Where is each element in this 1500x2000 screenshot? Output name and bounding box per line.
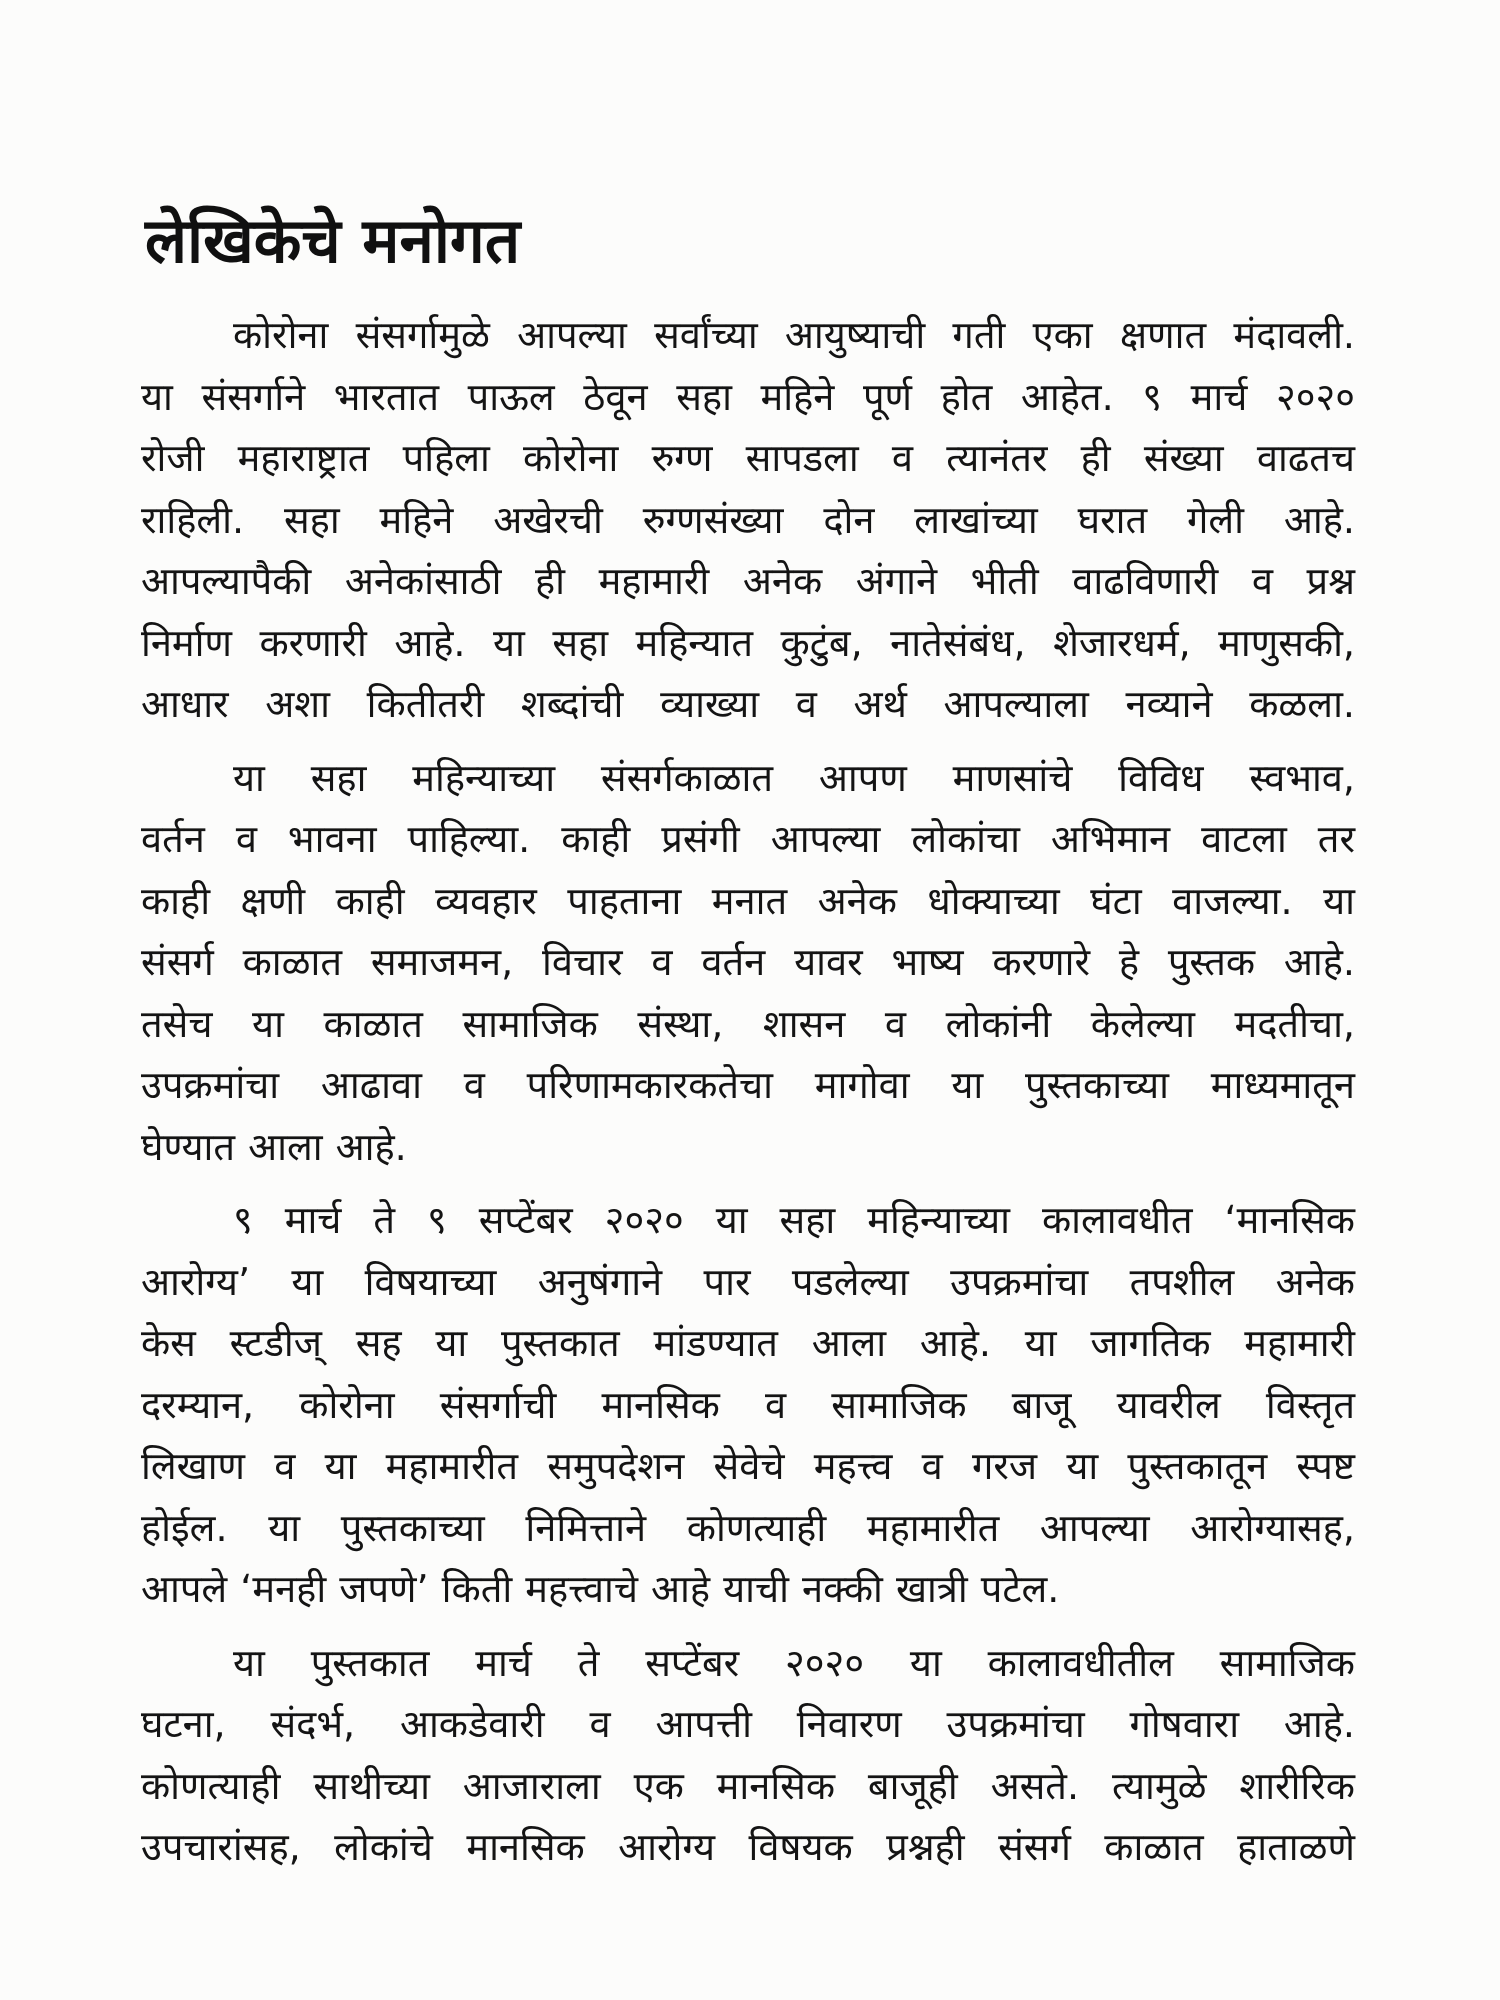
body-line: उपक्रमांचा आढावा व परिणामकारकतेचा मागोवा या पुस्तकाच्या माध्यमातून xyxy=(141,1063,1355,1107)
body-line: घेण्यात आला आहे. xyxy=(141,1124,407,1169)
paragraph-1 xyxy=(141,305,1355,736)
paragraph-2 xyxy=(141,748,1355,1179)
page-title: लेखिकेचे मनोगत xyxy=(145,203,521,277)
body-line: वर्तन व भावना पाहिल्या. काही प्रसंगी आपल्या लोकांचा अभिमान वाटला तर xyxy=(141,817,1355,861)
body-line: रोजी महाराष्ट्रात पहिला कोरोना रुग्ण सापडला व त्यानंतर ही संख्या वाढतच xyxy=(141,436,1355,480)
body-line: या पुस्तकात मार्च ते सप्टेंबर २०२० या कालावधीतील सामाजिक xyxy=(233,1640,1355,1685)
body-line: निर्माण करणारी आहे. या सहा महिन्यात कुटुंब, नातेसंबंध, शेजारधर्म, माणुसकी, xyxy=(141,620,1355,665)
body-line: या संसर्गाने भारतात पाऊल ठेवून सहा महिने पूर्ण होत आहेत. ९ मार्च २०२० xyxy=(141,374,1355,419)
body-line: होईल. या पुस्तकाच्या निमित्ताने कोणत्याही महामारीत आपल्या आरोग्यासह, xyxy=(141,1505,1355,1550)
body-line: आरोग्य’ या विषयाच्या अनुषंगाने पार पडलेल्या उपक्रमांचा तपशील अनेक xyxy=(141,1259,1355,1304)
body-line: दरम्यान, कोरोना संसर्गाची मानसिक व सामाजिक बाजू यावरील विस्तृत xyxy=(141,1382,1355,1427)
body-line: काही क्षणी काही व्यवहार पाहताना मनात अनेक धोक्याच्या घंटा वाजल्या. या xyxy=(141,878,1355,923)
body-line: कोरोना संसर्गामुळे आपल्या सर्वांच्या आयुष्याची गती एका क्षणात मंदावली. xyxy=(233,313,1355,357)
body-line: राहिली. सहा महिने अखेरची रुग्णसंख्या दोन लाखांच्या घरात गेली आहे. xyxy=(141,497,1355,542)
body-line: ९ मार्च ते ९ सप्टेंबर २०२० या सहा महिन्याच्या कालावधीत ‘मानसिक xyxy=(233,1198,1355,1242)
body-line: केस स्टडीज् सह या पुस्तकात मांडण्यात आला आहे. या जागतिक महामारी xyxy=(141,1321,1355,1365)
body-line: तसेच या काळात सामाजिक संस्था, शासन व लोकांनी केलेल्या मदतीचा, xyxy=(141,1001,1355,1046)
body-line: उपचारांसह, लोकांचे मानसिक आरोग्य विषयक प्रश्नही संसर्ग काळात हाताळणे xyxy=(141,1825,1355,1869)
body-line: संसर्ग काळात समाजमन, विचार व वर्तन यावर भाष्य करणारे हे पुस्तक आहे. xyxy=(141,940,1355,984)
body-line: लिखाण व या महामारीत समुपदेशन सेवेचे महत्त्व व गरज या पुस्तकातून स्पष्ट xyxy=(141,1444,1355,1488)
body-line: घटना, संदर्भ, आकडेवारी व आपत्ती निवारण उपक्रमांचा गोषवारा आहे. xyxy=(141,1702,1355,1746)
page-body xyxy=(141,305,1355,1891)
body-line: आपल्यापैकी अनेकांसाठी ही महामारी अनेक अंगाने भीती वाढविणारी व प्रश्न xyxy=(141,559,1355,603)
body-line: आधार अशा कितीतरी शब्दांची व्याख्या व अर्थ आपल्याला नव्याने कळला. xyxy=(141,682,1355,726)
body-line: आपले ‘मनही जपणे’ किती महत्त्वाचे आहे याची नक्की खात्री पटेल. xyxy=(141,1567,1060,1611)
body-line: या सहा महिन्याच्या संसर्गकाळात आपण माणसांचे विविध स्वभाव, xyxy=(233,755,1355,800)
paragraph-4 xyxy=(141,1633,1355,1879)
paragraph-3 xyxy=(141,1190,1355,1621)
body-line: कोणत्याही साथीच्या आजाराला एक मानसिक बाजूही असते. त्यामुळे शारीरिक xyxy=(141,1763,1355,1808)
